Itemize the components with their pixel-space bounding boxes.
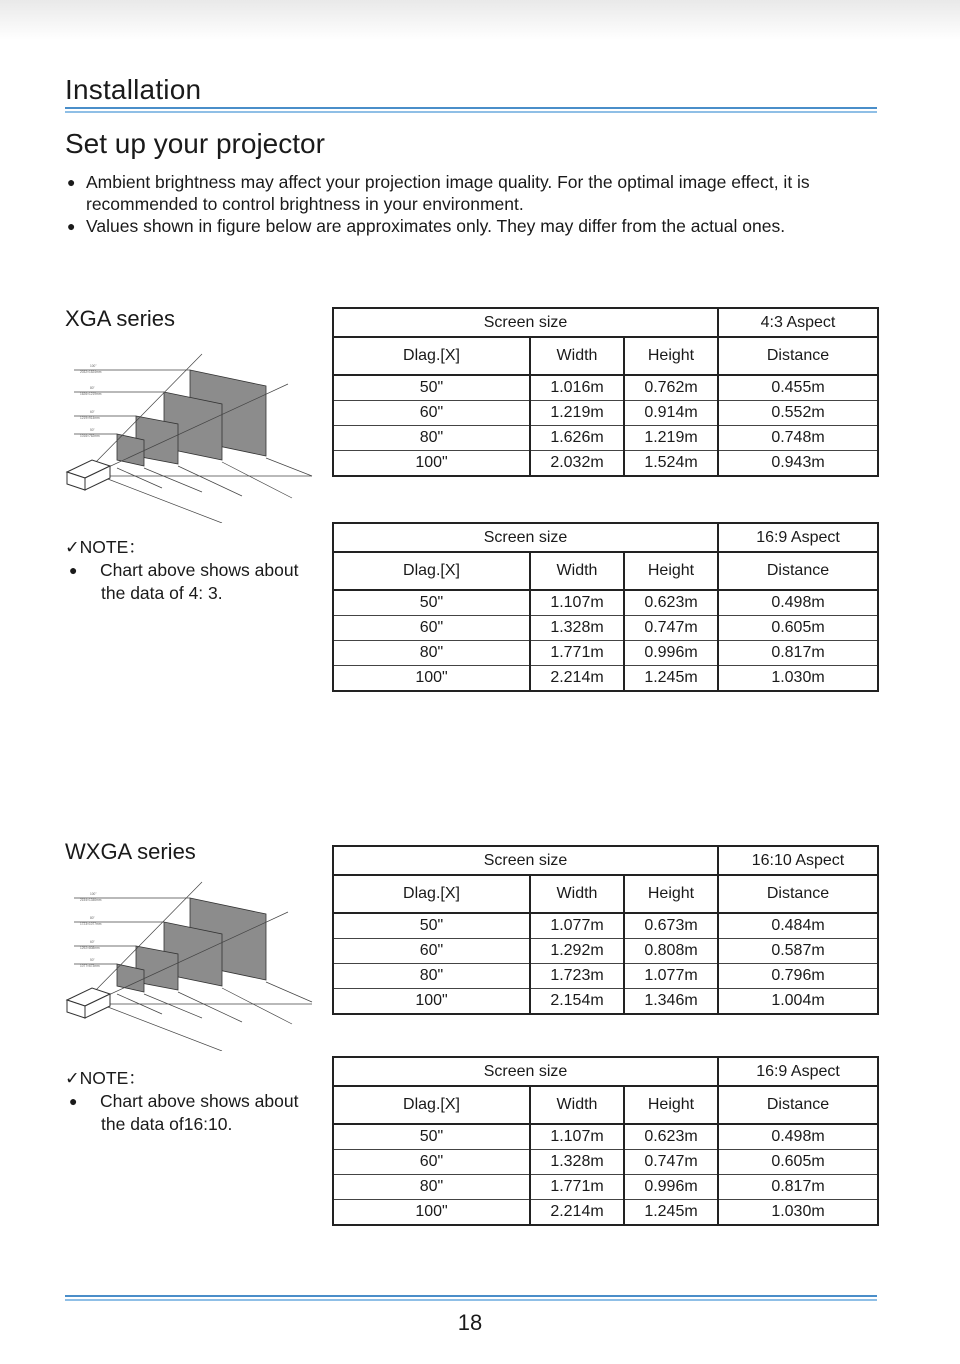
svg-text:80": 80" (90, 386, 95, 390)
height-cell: 1.524m (624, 451, 718, 477)
distance-cell: 0.484m (718, 913, 878, 939)
note-heading: ✓NOTE： (65, 537, 146, 557)
distance-header: Distance (718, 337, 878, 375)
table-row (333, 913, 878, 939)
svg-text:1077×673mm: 1077×673mm (80, 964, 100, 968)
height-cell: 0.762m (624, 375, 718, 401)
bullet-icon: ● (69, 562, 78, 578)
screen-size-header: Screen size (333, 846, 718, 875)
diag-cell: 60" (333, 1150, 530, 1175)
aspect-header: 16:10 Aspect (718, 846, 878, 875)
svg-text:1219×914mm: 1219×914mm (80, 416, 100, 420)
diag-cell: 100" (333, 989, 530, 1015)
distance-cell: 1.030m (718, 1200, 878, 1226)
wxga-note (65, 1067, 325, 1136)
table-row (333, 451, 878, 477)
distance-cell: 0.587m (718, 939, 878, 964)
svg-text:60": 60" (90, 940, 95, 944)
width-header: Width (530, 552, 624, 590)
width-cell: 1.107m (530, 1124, 624, 1150)
height-cell: 0.673m (624, 913, 718, 939)
height-cell: 0.914m (624, 401, 718, 426)
table-row (333, 641, 878, 666)
svg-text:1292×808mm: 1292×808mm (80, 946, 100, 950)
bullet-item (65, 215, 885, 237)
width-cell: 1.626m (530, 426, 624, 451)
height-cell: 1.245m (624, 666, 718, 692)
height-cell: 0.996m (624, 641, 718, 666)
aspect-header: 4:3 Aspect (718, 308, 878, 337)
diag-header: Dlag.[X] (333, 337, 530, 375)
distance-cell: 0.605m (718, 616, 878, 641)
width-cell: 2.154m (530, 989, 624, 1015)
projector-throw-diagram-icon (62, 876, 317, 1051)
height-cell: 0.623m (624, 590, 718, 616)
distance-cell: 0.796m (718, 964, 878, 989)
diag-header: Dlag.[X] (333, 1086, 530, 1124)
header-rule (65, 107, 877, 113)
width-cell: 1.219m (530, 401, 624, 426)
bullet-text: Ambient brightness may affect your projection image quality. For the optimal image effect, it is recommended to control brightness in your environment. (86, 172, 810, 214)
diag-cell: 100" (333, 451, 530, 477)
distance-cell: 0.605m (718, 1150, 878, 1175)
diag-header: Dlag.[X] (333, 552, 530, 590)
xga-4-3-table (332, 307, 879, 477)
footer-rule (65, 1295, 877, 1301)
diag-cell: 80" (333, 426, 530, 451)
diag-cell: 60" (333, 616, 530, 641)
height-header: Height (624, 337, 718, 375)
svg-text:80": 80" (90, 916, 95, 920)
xga-series-title: XGA series (65, 306, 176, 331)
height-cell: 0.808m (624, 939, 718, 964)
bullet-icon: ● (69, 1093, 78, 1109)
width-cell: 1.723m (530, 964, 624, 989)
table-row (333, 666, 878, 692)
height-cell: 0.747m (624, 1150, 718, 1175)
height-cell: 1.245m (624, 1200, 718, 1226)
xga-note (65, 536, 325, 605)
distance-cell: 1.030m (718, 666, 878, 692)
diag-cell: 80" (333, 641, 530, 666)
height-cell: 1.346m (624, 989, 718, 1015)
width-cell: 1.771m (530, 1175, 624, 1200)
distance-cell: 1.004m (718, 989, 878, 1015)
diag-cell: 80" (333, 964, 530, 989)
height-header: Height (624, 552, 718, 590)
width-header: Width (530, 337, 624, 375)
table-row (333, 1175, 878, 1200)
intro-bullets (65, 171, 885, 237)
bullet-icon: ● (67, 218, 76, 234)
distance-cell: 0.498m (718, 590, 878, 616)
bullet-icon: ● (67, 174, 76, 190)
width-header: Width (530, 875, 624, 913)
table-row (333, 1150, 878, 1175)
note-heading: ✓NOTE： (65, 1068, 146, 1088)
table-row (333, 1124, 878, 1150)
svg-text:1723×1077mm: 1723×1077mm (80, 922, 102, 926)
diag-cell: 50" (333, 1124, 530, 1150)
table-row (333, 989, 878, 1015)
svg-text:1626×1219mm: 1626×1219mm (80, 392, 102, 396)
projector-throw-diagram-icon (62, 348, 317, 523)
section-title: Installation (65, 74, 202, 105)
distance-header: Distance (718, 552, 878, 590)
svg-text:1016×762mm: 1016×762mm (80, 434, 100, 438)
note-text-line2: the data of16:10. (101, 1114, 233, 1134)
aspect-header: 16:9 Aspect (718, 523, 878, 552)
height-cell: 1.219m (624, 426, 718, 451)
height-cell: 1.077m (624, 964, 718, 989)
width-header: Width (530, 1086, 624, 1124)
xga-16-9-table (332, 522, 879, 692)
table-row (333, 964, 878, 989)
diag-cell: 80" (333, 1175, 530, 1200)
distance-cell: 0.943m (718, 451, 878, 477)
page-heading: Set up your projector (65, 128, 325, 159)
distance-cell: 0.748m (718, 426, 878, 451)
note-body (65, 559, 325, 582)
distance-cell: 0.817m (718, 1175, 878, 1200)
width-cell: 2.214m (530, 666, 624, 692)
height-header: Height (624, 875, 718, 913)
width-cell: 1.077m (530, 913, 624, 939)
bullet-text: Values shown in figure below are approximates only. They may differ from the actual ones. (86, 216, 786, 236)
table-row (333, 590, 878, 616)
diag-cell: 50" (333, 590, 530, 616)
height-cell: 0.623m (624, 1124, 718, 1150)
aspect-header: 16:9 Aspect (718, 1057, 878, 1086)
distance-cell: 0.817m (718, 641, 878, 666)
svg-text:50": 50" (90, 428, 95, 432)
width-cell: 1.292m (530, 939, 624, 964)
width-cell: 1.771m (530, 641, 624, 666)
distance-cell: 0.498m (718, 1124, 878, 1150)
svg-text:100": 100" (90, 364, 97, 368)
wxga-16-9-table (332, 1056, 879, 1226)
diag-cell: 100" (333, 666, 530, 692)
bullet-item (65, 171, 885, 215)
screen-size-header: Screen size (333, 1057, 718, 1086)
width-cell: 1.107m (530, 590, 624, 616)
width-cell: 1.016m (530, 375, 624, 401)
diag-cell: 100" (333, 1200, 530, 1226)
height-cell: 0.747m (624, 616, 718, 641)
distance-header: Distance (718, 875, 878, 913)
wxga-16-10-table (332, 845, 879, 1015)
screen-size-header: Screen size (333, 308, 718, 337)
diag-cell: 60" (333, 401, 530, 426)
table-row (333, 939, 878, 964)
height-header: Height (624, 1086, 718, 1124)
page-top-shade (0, 0, 960, 40)
wxga-series-title: WXGA series (65, 839, 196, 864)
width-cell: 2.214m (530, 1200, 624, 1226)
diag-header: Dlag.[X] (333, 875, 530, 913)
width-cell: 1.328m (530, 1150, 624, 1175)
height-cell: 0.996m (624, 1175, 718, 1200)
distance-cell: 0.455m (718, 375, 878, 401)
note-text-line2: the data of 4: 3. (101, 583, 223, 603)
width-cell: 1.328m (530, 616, 624, 641)
svg-text:50": 50" (90, 958, 95, 962)
svg-text:60": 60" (90, 410, 95, 414)
svg-text:2032×1524mm: 2032×1524mm (80, 370, 102, 374)
table-row (333, 616, 878, 641)
screen-size-header: Screen size (333, 523, 718, 552)
distance-header: Distance (718, 1086, 878, 1124)
diag-cell: 50" (333, 913, 530, 939)
width-cell: 2.032m (530, 451, 624, 477)
diag-cell: 60" (333, 939, 530, 964)
table-row (333, 375, 878, 401)
svg-text:2154×1346mm: 2154×1346mm (80, 898, 102, 902)
svg-text:100": 100" (90, 892, 97, 896)
note-body (65, 1090, 325, 1113)
page-number: 18 (457, 1310, 483, 1335)
table-row (333, 426, 878, 451)
note-text-line1: Chart above shows about (100, 1091, 299, 1111)
distance-cell: 0.552m (718, 401, 878, 426)
table-row (333, 401, 878, 426)
table-row (333, 1200, 878, 1226)
diag-cell: 50" (333, 375, 530, 401)
note-text-line1: Chart above shows about (100, 560, 299, 580)
